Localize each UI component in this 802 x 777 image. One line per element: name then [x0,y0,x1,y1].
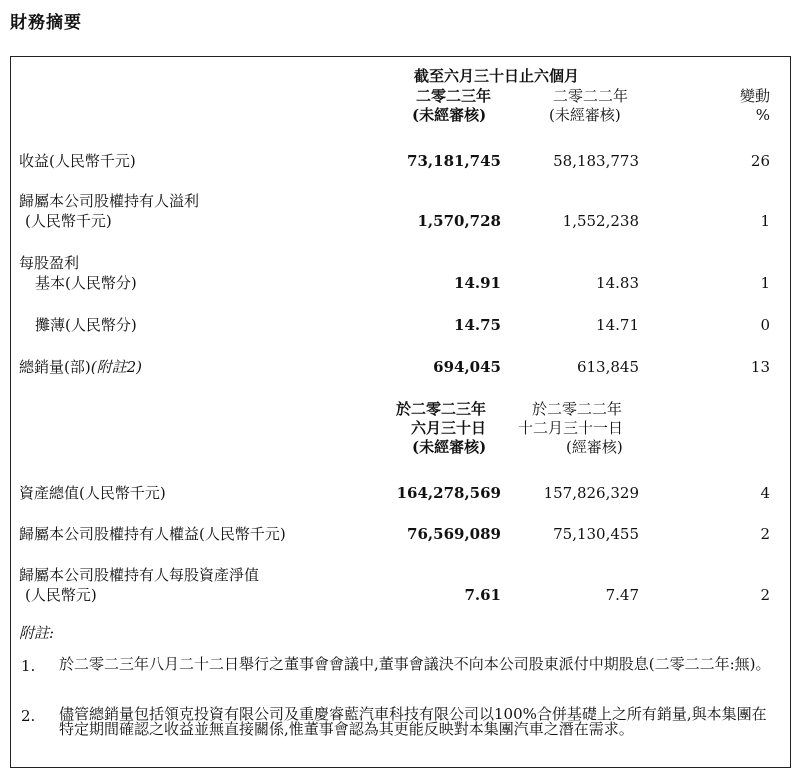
row-label-text: 總銷量(部) [19,358,91,376]
change-label: 變動 [739,87,770,105]
row-label-sub: (人民幣千元) [25,212,112,230]
notes-heading: 附註: [19,624,55,642]
row-label: 歸屬本公司股權持有人權益(人民幣千元) [19,525,286,543]
financial-summary-table [10,56,791,768]
value-2022: 613,845 [576,358,639,376]
value-2023: 14.75 [454,316,501,334]
value-2023: 73,181,745 [407,152,501,170]
col-2023-date-l1: 於二零二三年 [396,400,487,418]
change-value: 13 [750,358,770,376]
change-value: 2 [760,586,770,604]
note-text: 儘管總銷量包括領克投資有限公司及重慶睿藍汽車科技有限公司以100%合併基礎上之所有銷量,與本集團在特定期間確認之收益並無直接關係,惟董事會認為其更能反映對本集團汽車之潛在需求。 [59,705,767,738]
col-2022-date-l1: 於二零二二年 [532,400,623,418]
value-2022: 58,183,773 [553,152,639,170]
row-label: 基本(人民幣分) [35,274,137,292]
change-unit: % [755,106,770,124]
change-value: 0 [760,316,770,334]
value-2023: 164,278,569 [396,484,501,502]
note-text: 於二零二三年八月二十二日舉行之董事會會議中,董事會議決不向本公司股東派付中期股息(二零二二年:無)。 [59,655,771,673]
col-2023-date-l2: 六月三十日 [411,419,487,437]
value-2023: 694,045 [433,358,501,376]
note-number: 1. [21,657,36,675]
row-label-sub: (人民幣元) [25,586,97,604]
change-value: 1 [760,274,770,292]
row-label: 攤薄(人民幣分) [35,316,137,334]
col-2023-sub: (未經審核) [412,106,487,124]
period-header: 截至六月三十日止六個月 [414,67,580,85]
note-ref: (附註2) [90,358,142,376]
value-2022: 14.71 [596,316,639,334]
col-2022-date-l3: (經審核) [566,438,623,456]
value-2023: 14.91 [454,274,501,292]
change-value: 2 [760,525,770,543]
col-2022-year: 二零二二年 [553,87,629,105]
change-value: 1 [760,212,770,230]
note-number: 2. [21,707,36,725]
value-2022: 1,552,238 [562,212,639,230]
col-2023-year: 二零二三年 [416,87,492,105]
page-title: 財務摘要 [10,13,82,33]
row-label: 資產總值(人民幣千元) [19,484,166,502]
col-2022-sub: (未經審核) [549,106,621,124]
value-2023: 76,569,089 [407,525,501,543]
value-2022: 157,826,329 [543,484,639,502]
value-2022: 7.47 [605,586,639,604]
change-value: 26 [750,152,770,170]
row-label: 歸屬本公司股權持有人每股資產淨值 [19,566,260,584]
col-2023-date-l3: (未經審核) [412,438,487,456]
value-2023: 7.61 [464,586,501,604]
change-value: 4 [760,484,770,502]
value-2022: 14.83 [596,274,639,292]
row-label: 收益(人民幣千元) [19,152,136,170]
row-label: 每股盈利 [19,254,80,272]
row-label: 歸屬本公司股權持有人溢利 [19,192,200,210]
value-2023: 1,570,728 [417,212,501,230]
value-2022: 75,130,455 [553,525,639,543]
col-2022-date-l2: 十二月三十一日 [518,419,624,437]
row-label [19,359,142,376]
